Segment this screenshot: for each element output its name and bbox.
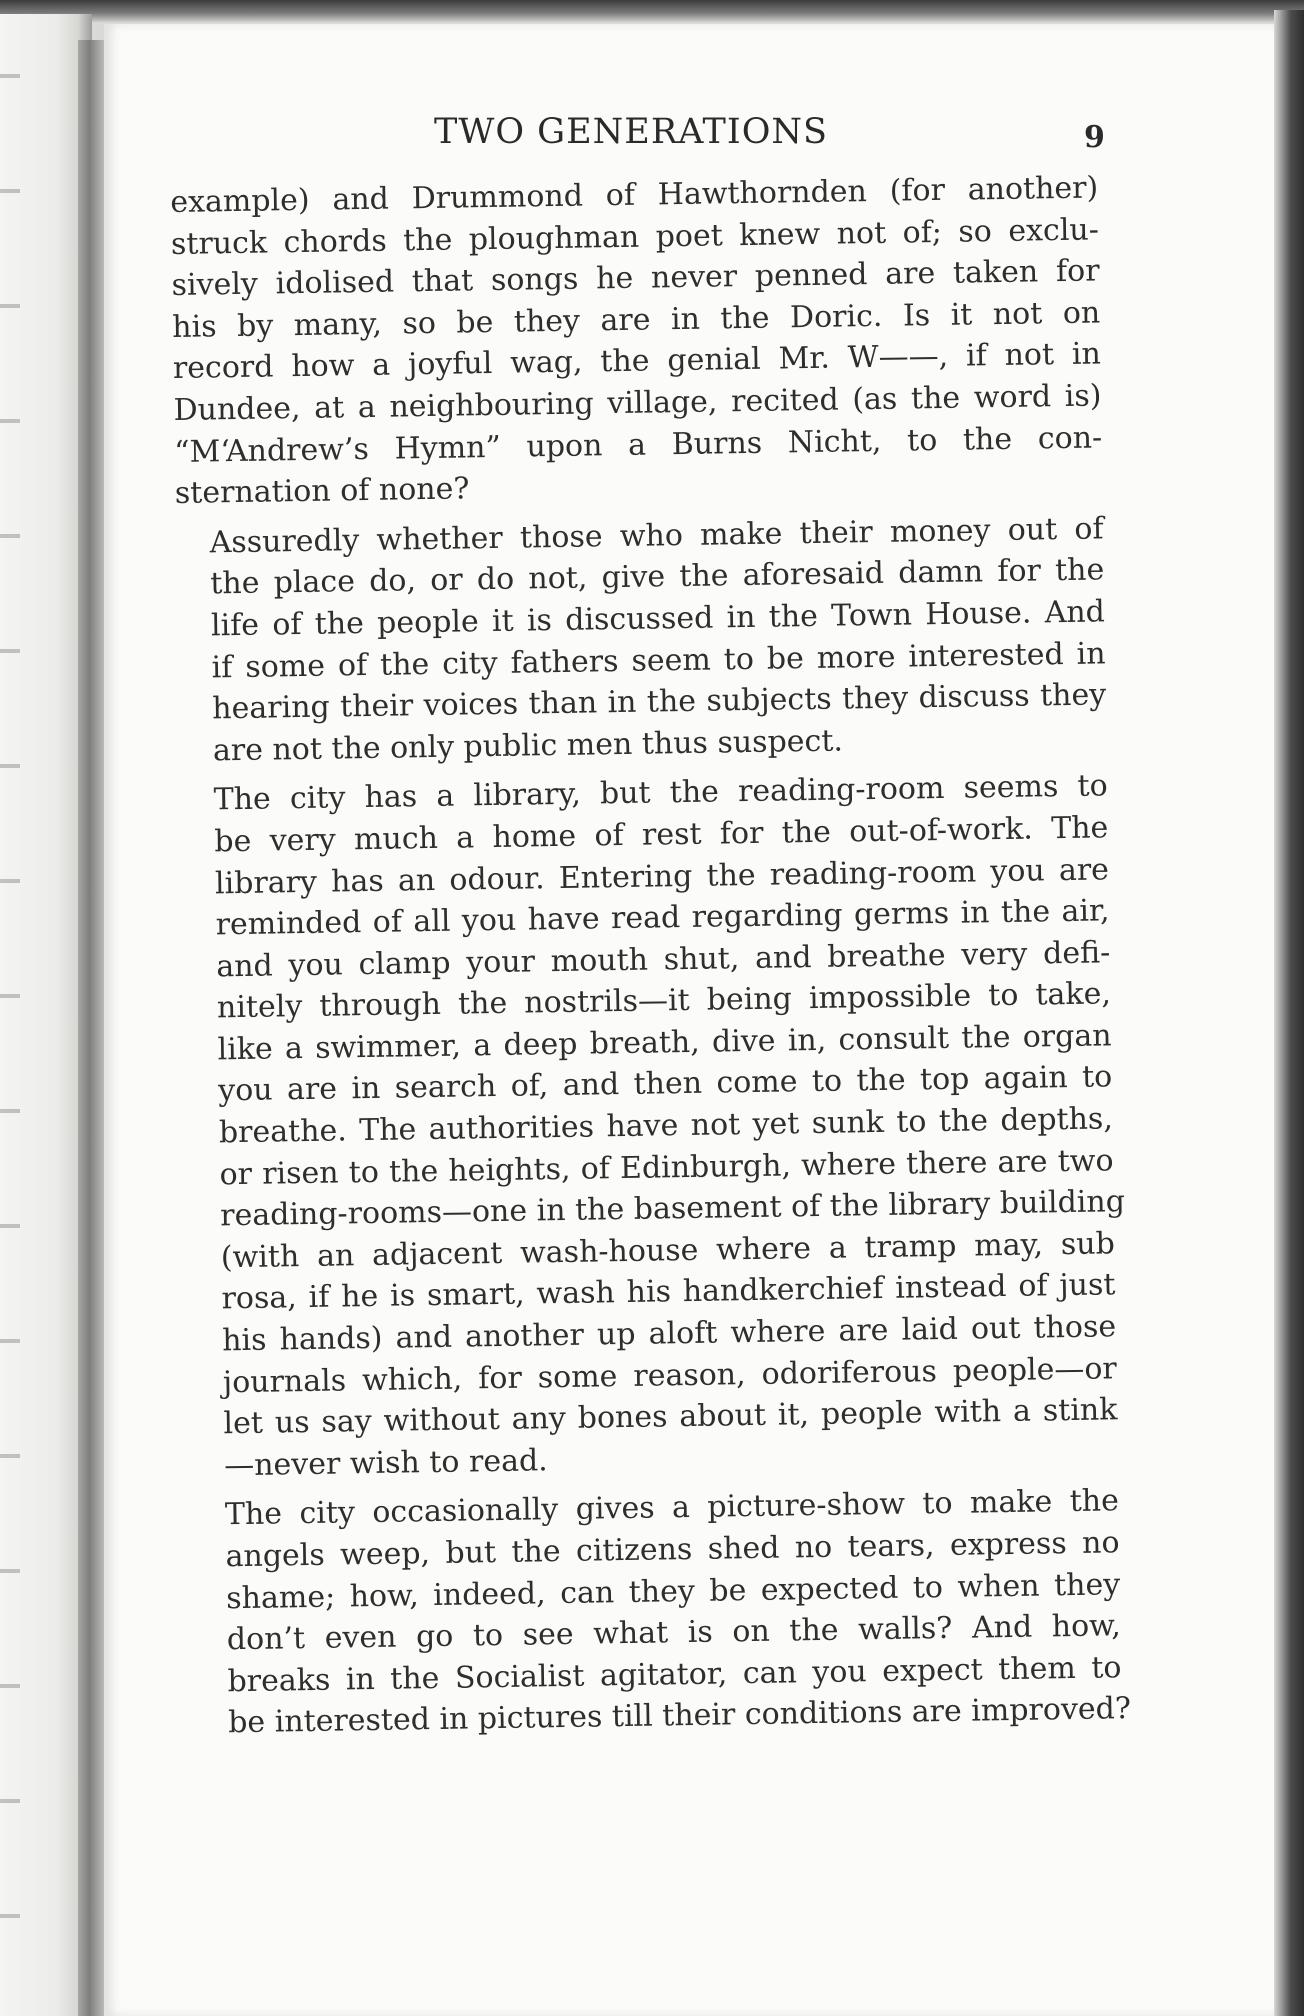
text-line: “M‘Andrew’s Hymn” upon a Burns Nicht, to the con- (173, 419, 1103, 470)
text-line: or risen to the heights, of Edinburgh, where there are two (219, 1142, 1114, 1192)
text-line: be very much a home of rest for the out-of-work. The (214, 810, 1109, 860)
text-line: reminded of all you have read regarding germs in the air, (215, 893, 1110, 943)
facing-page-text-fragments (0, 14, 20, 2016)
book-page (104, 24, 1274, 2016)
text-line: are not the only public men thus suspect. (212, 723, 844, 769)
text-line: Assuredly whether those who make their money out of (209, 511, 1104, 561)
text-line: journals which, for some reason, odoriferous people—or (222, 1350, 1118, 1400)
text-line: record how a joyful wag, the genial Mr. W——, if not in (172, 336, 1102, 387)
text-line: if some of the city fathers seem to be more interested in (211, 635, 1106, 685)
text-line: rosa, if he is smart, wash his handkerchief instead of just (221, 1267, 1116, 1317)
text-line: Dundee, at a neighbouring village, recited (as the word is) (173, 378, 1102, 428)
paragraph (179, 766, 1126, 1488)
text-line: like a swimmer, a deep breath, dive in, consult the organ (217, 1018, 1112, 1068)
text-line: the place do, or do not, give the aforesaid damn for the (210, 552, 1105, 602)
text-line: —never wish to read. (223, 1443, 548, 1484)
text-line: example) and Drummond of Hawthornden (for another) (170, 170, 1099, 220)
text-line: (with an adjacent wash-house where a tramp may, sub (220, 1226, 1116, 1276)
text-line: be interested in pictures till their conditions are improved? (227, 1691, 1132, 1741)
text-line: struck chords the ploughman poet knew not of; so exclu- (170, 212, 1100, 262)
paragraph (191, 1481, 1132, 1745)
text-line: reading-rooms—one in the basement of the library building (219, 1184, 1126, 1234)
paragraph (175, 508, 1107, 772)
text-line: hearing their voices than in the subjects they discuss they (212, 677, 1107, 727)
text-line: nitely through the nostrils—it being impossible to take, (216, 976, 1112, 1026)
text-line: let us say without any bones about it, people with a stink (223, 1392, 1118, 1442)
text-line: life of the people it is discussed in the Town House. And (210, 594, 1106, 644)
text-line: The city occasionally gives a picture-show to make the (224, 1483, 1120, 1533)
book-gutter (78, 40, 106, 2016)
text-line: his by many, so be they are in the Doric. Is it not on (172, 295, 1101, 345)
scan-top-edge (0, 0, 1304, 22)
text-line: breathe. The authorities have not yet sunk to the depths, (218, 1101, 1114, 1151)
text-line: and you clamp your mouth shut, and breathe very defi- (216, 935, 1111, 985)
text-line: sternation of none? (174, 471, 470, 512)
text-line: don’t even go to see what is on the walls? And how, (226, 1608, 1122, 1658)
text-line: you are in search of, and then come to the top again to (218, 1059, 1113, 1109)
text-line: library has an odour. Entering the reading-room you are (214, 851, 1110, 901)
text-line: shame; how, indeed, can they be expected to when they (225, 1566, 1121, 1616)
text-line: angels weep, but the citizens shed no tears, express no (225, 1525, 1120, 1575)
text-line: breaks in the Socialist agitator, can you expect them to (227, 1650, 1122, 1700)
book-cover-edge (1274, 10, 1304, 2016)
text-line: The city has a library, but the reading-room seems to (213, 768, 1108, 818)
text-line: his hands) and another up aloft where are laid out those (221, 1309, 1117, 1359)
body-text (170, 167, 1132, 1752)
paragraph (170, 167, 1103, 514)
page-header (104, 112, 1274, 162)
running-head: TWO GENERATIONS (434, 112, 829, 152)
text-line: sively idolised that songs he never penned are taken for (171, 253, 1100, 304)
page-number: 9 (1084, 120, 1105, 155)
